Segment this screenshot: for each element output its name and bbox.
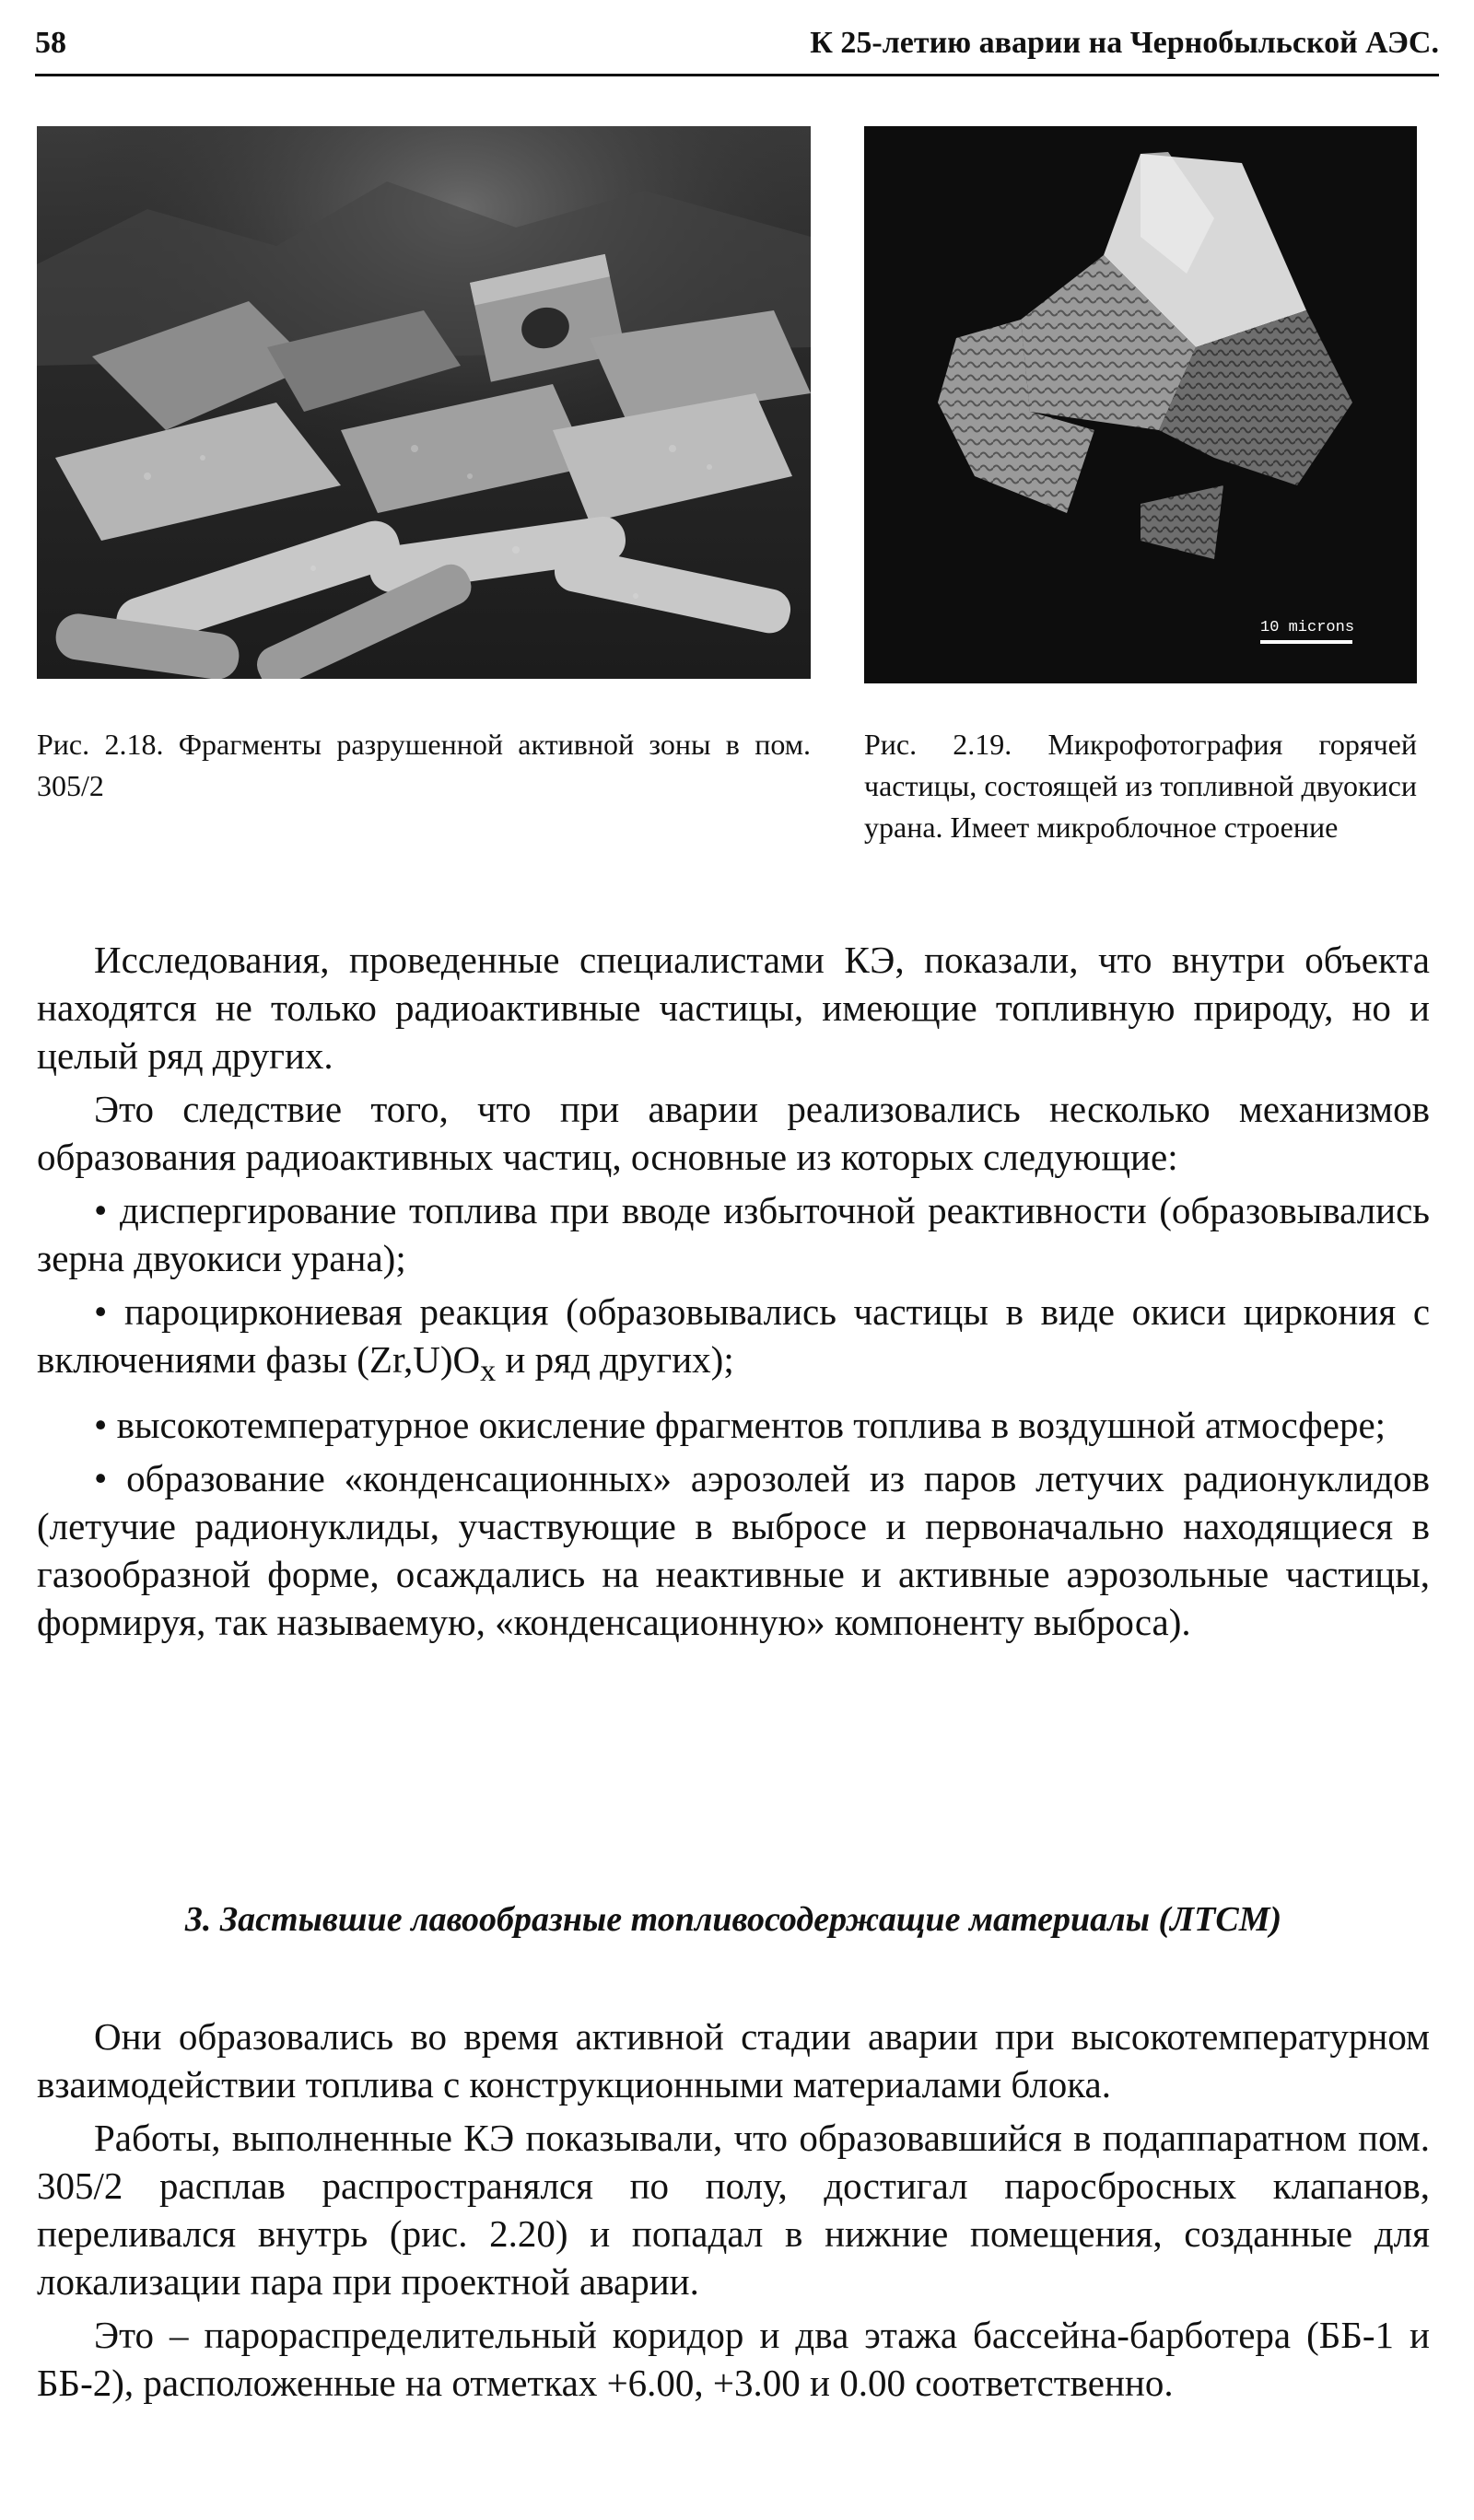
- list-item-text: пароциркониевая реакция (образовывались частицы в виде окиси циркония с включениями фазы (Zr,U)O: [37, 1290, 1431, 1381]
- list-item: [37, 1288, 1430, 1395]
- figure-2-19-photo: [864, 126, 1417, 683]
- bullet-symbol: •: [94, 1404, 108, 1447]
- bullet-symbol: •: [94, 1189, 108, 1231]
- list-item-text: диспергирование топлива при вводе избыточной реактивности (образовывались зерна двуокиси урана);: [37, 1189, 1430, 1279]
- page-number: 58: [35, 26, 66, 60]
- list-item-text: образование «конденсационных» аэрозолей из паров летучих радионуклидов (летучие радионуклиды, участвующие в выбросе и первоначально находящиеся в газообразной форме, осаждались на неактивные и активные аэрозольные частицы, формируя, так называемую, «конденсационную» компоненту выброса).: [37, 1457, 1431, 1644]
- core-debris-image: [37, 126, 811, 679]
- list-item: [37, 1401, 1430, 1449]
- list-item: [37, 1186, 1430, 1282]
- list-item: [37, 1454, 1430, 1646]
- micrograph-image: [864, 126, 1417, 683]
- section-title: 3. Застывшие лавообразные топливосодержащие материалы (ЛТСМ): [184, 1900, 1282, 1939]
- paragraph: Это следствие того, что при аварии реализовались несколько механизмов образования радиоактивных частиц, основные из которых следующие:: [37, 1088, 1430, 1178]
- paragraph: Исследования, проведенные специалистами КЭ, показали, что внутри объекта находятся не только радиоактивные частицы, имеющие топливную природу, но и целый ряд других.: [37, 939, 1430, 1077]
- body-text: [37, 936, 1430, 1651]
- list-item-text: высокотемпературное окисление фрагментов топлива в воздушной атмосфере;: [116, 1404, 1386, 1447]
- figure-2-18-caption: Рис. 2.18. Фрагменты разрушенной активной зоны в пом. 305/2: [37, 728, 811, 802]
- header-rule: [35, 74, 1439, 76]
- scale-bar-label: 10 microns: [1260, 619, 1355, 636]
- running-title: К 25-летию аварии на Чернобыльской АЭС.: [810, 26, 1439, 60]
- paragraph: Работы, выполненные КЭ показывали, что образовавшийся в подаппаратном пом. 305/2 расплав распространялся по полу, достигал паросбросных клапанов, переливался внутрь (рис. 2.20) и попадал в нижние помещения, созданные для локализации пара при проектной аварии.: [37, 2117, 1430, 2303]
- list-item-text: и ряд других);: [496, 1338, 734, 1381]
- bullet-symbol: •: [94, 1457, 108, 1500]
- figure-2-18-photo: [37, 126, 811, 679]
- section-body: [37, 2012, 1430, 2412]
- bullet-symbol: •: [94, 1290, 108, 1333]
- subscript-x: x: [480, 1354, 497, 1389]
- figure-2-19-caption: Рис. 2.19. Микрофотография горячей частицы, состоящей из топливной двуокиси урана. Имеет микроблочное строение: [864, 728, 1417, 844]
- paragraph: Они образовались во время активной стадии аварии при высокотемпературном взаимодействии топлива с конструкционными материалами блока.: [37, 2015, 1430, 2106]
- paragraph: Это – пароpаспределительный коридор и два этажа бассейна-барботера (ББ-1 и ББ-2), расположенные на отметках +6.00, +3.00 и 0.00 соответственно.: [37, 2314, 1430, 2404]
